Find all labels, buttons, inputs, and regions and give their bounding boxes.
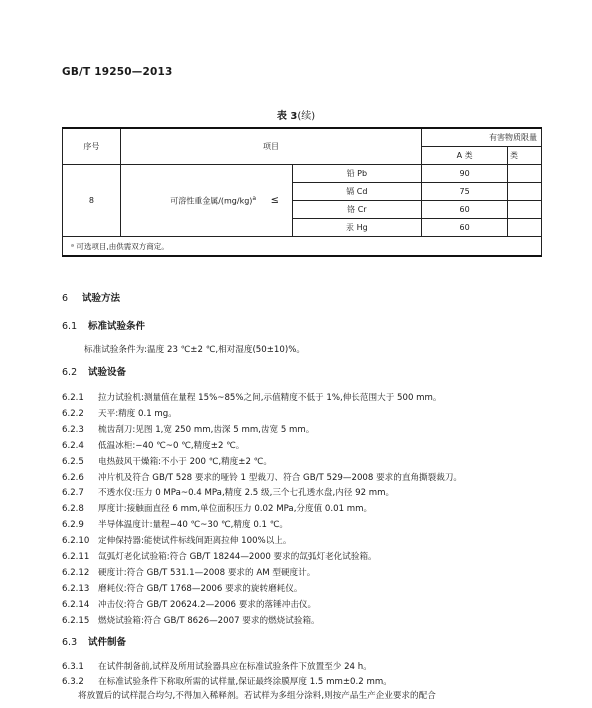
metal-name: 镉 Cd <box>292 183 422 201</box>
section-6-3-heading <box>62 634 126 648</box>
metal-value-a: 60 <box>422 201 508 219</box>
clause-text: 燃烧试验箱:符合 GB/T 8626—2007 要求的燃烧试验箱。 <box>98 615 320 626</box>
clause-number: 6.2.4 <box>62 440 84 451</box>
clause-text: 不透水仪:压力 0 MPa~0.4 MPa,精度 2.5 级,三个七孔透水盘,内径 92 mm。 <box>98 488 395 499</box>
metal-name: 铅 Pb <box>292 165 422 183</box>
clause-number: 6.2.10 <box>62 536 90 547</box>
clause-line <box>62 582 302 594</box>
section-number: 6.1 <box>62 321 78 332</box>
section-title: 标准试验条件 <box>88 321 146 332</box>
clause-line <box>62 518 288 530</box>
metal-value-a: 75 <box>422 183 508 201</box>
clause-line <box>62 675 392 687</box>
section-title: 试验设备 <box>88 367 127 378</box>
section-6-heading <box>62 290 120 304</box>
hazardous-substance-table <box>62 127 542 257</box>
metal-value-a: 60 <box>422 219 508 237</box>
item-operator: ≤ <box>258 165 292 237</box>
section-6-2-heading <box>62 364 126 378</box>
section-title: 试验方法 <box>82 293 121 304</box>
metal-value-b <box>508 183 542 201</box>
clause-text: 梳齿刮刀:见图 1,宽 250 mm,齿深 5 mm,齿宽 5 mm。 <box>98 424 315 435</box>
clause-text: 拉力试验机:测量值在量程 15%~85%之间,示值精度不低于 1%,伸长范围大于 500 mm。 <box>98 393 442 403</box>
clause-line <box>62 391 442 403</box>
clause-number: 6.2.5 <box>62 456 84 467</box>
clause-number: 6.2.2 <box>62 408 84 419</box>
preparation-continuation: 将放置后的试样混合均匀,不得加入稀释剂。若试样为多组分涂料,则按产品生产企业要求的配合 <box>78 691 436 701</box>
clause-line <box>62 550 377 562</box>
col-header-limit: 有害物质限量 <box>422 128 542 147</box>
clause-text: 天平:精度 0.1 mg。 <box>98 408 177 419</box>
metal-value-a: 90 <box>422 165 508 183</box>
clause-number: 6.2.12 <box>62 567 90 578</box>
table-footnote: ᵃ 可选项目,由供需双方商定。 <box>63 237 542 257</box>
item-label-text: 可溶性重金属/(mg/kg) <box>170 196 253 206</box>
clause-text: 磨耗仪:符合 GB/T 1768—2006 要求的旋转磨耗仪。 <box>98 583 303 594</box>
clause-line <box>62 439 244 451</box>
clause-line <box>62 486 394 498</box>
section-6-1-heading <box>62 318 145 332</box>
col-header-b: 类 <box>508 147 542 165</box>
clause-line <box>62 423 314 435</box>
table-caption <box>0 107 592 122</box>
clause-number: 6.2.6 <box>62 472 84 483</box>
section-number: 6.2 <box>62 367 78 378</box>
clause-line <box>62 471 462 483</box>
clause-text: 厚度计:接触面直径 6 mm,单位面积压力 0.02 MPa,分度值 0.01 mm。 <box>98 504 373 515</box>
clause-number: 6.3.2 <box>62 677 84 687</box>
clause-line <box>62 614 320 626</box>
section-number: 6 <box>62 293 69 304</box>
clause-text: 在试件制备前,试样及所用试验器具应在标准试验条件下放置至少 24 h。 <box>98 662 372 672</box>
item-label <box>120 165 258 237</box>
clause-line <box>62 455 272 467</box>
clause-line <box>62 407 177 419</box>
clause-text: 电热鼓风干燥箱:不小于 200 ℃,精度±2 ℃。 <box>98 456 272 467</box>
standard-code: GB/T 19250—2013 <box>62 66 173 78</box>
metal-name: 汞 Hg <box>292 219 422 237</box>
section-title: 试件制备 <box>88 637 127 648</box>
col-header-a: A 类 <box>422 147 508 165</box>
clause-text: 低温冰柜:−40 ℃~0 ℃,精度±2 ℃。 <box>98 440 245 451</box>
clause-number: 6.2.15 <box>62 615 90 626</box>
clause-number: 6.2.8 <box>62 504 84 515</box>
metal-value-b <box>508 219 542 237</box>
metal-name: 铬 Cr <box>292 201 422 219</box>
clause-line <box>62 598 316 610</box>
metal-value-b <box>508 201 542 219</box>
clause-text: 定伸保持器:能使试件标线间距离拉伸 100%以上。 <box>98 536 292 547</box>
metal-value-b <box>508 165 542 183</box>
col-header-no: 序号 <box>63 128 121 165</box>
clause-text: 在标准试验条件下称取所需的试样量,保证最终涂膜厚度 1.5 mm±0.2 mm。 <box>98 677 392 687</box>
item-label-sup: a <box>252 194 257 202</box>
row-number: 8 <box>63 165 121 237</box>
clause-number: 6.2.13 <box>62 583 90 594</box>
clause-number: 6.2.11 <box>62 552 90 562</box>
clause-number: 6.2.14 <box>62 599 90 610</box>
clause-text: 冲片机及符合 GB/T 528 要求的哑铃 1 型裁刀、符合 GB/T 529—2008 要求的直角撕裂裁刀。 <box>98 472 463 483</box>
section-6-1-text: 标准试验条件为:温度 23 ℃±2 ℃,相对湿度(50±10)%。 <box>84 345 305 355</box>
clause-line <box>62 566 315 578</box>
table-caption-continued: (续) <box>297 111 316 122</box>
clause-text: 硬度计:符合 GB/T 531.1—2008 要求的 AM 型硬度计。 <box>98 567 316 578</box>
clause-number: 6.2.9 <box>62 520 84 531</box>
clause-text: 冲击仪:符合 GB/T 20624.2—2006 要求的落锤冲击仪。 <box>98 599 317 610</box>
clause-number: 6.2.7 <box>62 488 84 499</box>
clause-line <box>62 502 372 514</box>
clause-number: 6.2.3 <box>62 424 84 435</box>
clause-line <box>62 660 372 672</box>
table-caption-label: 表 3 <box>276 111 298 122</box>
clause-text: 半导体温度计:量程−40 ℃~30 ℃,精度 0.1 ℃。 <box>98 520 288 531</box>
clause-text: 氙弧灯老化试验箱:符合 GB/T 18244—2000 要求的氙弧灯老化试验箱。 <box>98 552 377 562</box>
clause-number: 6.3.1 <box>62 662 84 672</box>
col-header-item: 项目 <box>120 128 421 165</box>
clause-number: 6.2.1 <box>62 393 84 403</box>
section-number: 6.3 <box>62 637 78 648</box>
clause-line <box>62 534 291 546</box>
